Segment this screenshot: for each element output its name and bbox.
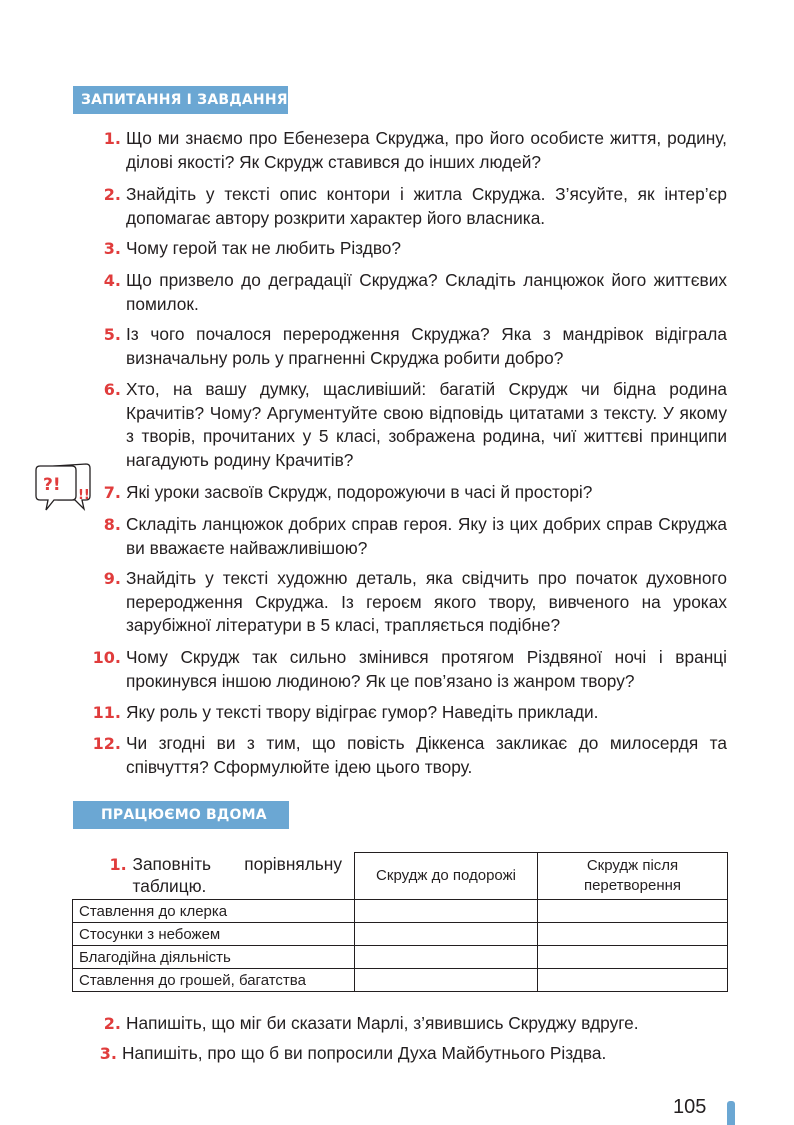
column-header: Скрудж після перетворення — [538, 853, 728, 900]
task-1-cell — [73, 853, 355, 900]
question-number: 2. — [103, 185, 121, 204]
question-text: Із чого почалося переродження Скруджа? Яка з мандрівок відіграла визначальну роль у прагненні Скруджа робити добро? — [126, 324, 727, 368]
question-item — [103, 183, 727, 230]
question-text: Знайдіть у тексті художню деталь, яка свідчить про початок духовного переродження Скруджа. Із героєм якого твору, вивченого на уроках зарубіжної літератури в 5 класі, трапляється подібне? — [126, 568, 727, 635]
icon-glyph-right: !! — [78, 488, 90, 503]
discussion-bubbles-svg — [32, 456, 94, 518]
question-text: Знайдіть у тексті опис контори і житла Скруджа. З’ясуйте, як інтер’єр допомагає автору розкрити характер його власника. — [126, 184, 727, 228]
question-item — [103, 127, 727, 174]
question-text: Що призвело до деградації Скруджа? Складіть ланцюжок його життєвих помилок. — [126, 270, 727, 314]
question-item — [103, 481, 727, 505]
question-number: 10. — [92, 648, 121, 667]
homework-task-3 — [99, 1042, 723, 1066]
page-number: 105 — [673, 1096, 707, 1118]
question-item — [92, 701, 727, 725]
task-number: 2. — [103, 1014, 121, 1033]
question-item — [103, 323, 727, 370]
question-text: Що ми знаємо про Ебенезера Скруджа, про його особисте життя, родину, ділові якості? Як Скрудж ставився до інших людей? — [126, 128, 727, 172]
question-number: 7. — [103, 483, 121, 502]
column-header: Скрудж до подорожі — [355, 853, 538, 900]
question-text: Складіть ланцюжок добрих справ героя. Яку із цих добрих справ Скруджа ви вважаєте найважливішою? — [126, 514, 727, 558]
question-text: Яку роль у тексті твору відіграє гумор? Наведіть приклади. — [126, 702, 599, 722]
task-text: Напишіть, що міг би сказати Марлі, з’явившись Скруджу вдруге. — [126, 1013, 639, 1033]
row-label: Ставлення до грошей, багатства — [73, 969, 355, 992]
table-row — [73, 900, 728, 923]
task-1-text: Заповніть порівняльну таблицю. — [132, 853, 342, 896]
question-number: 12. — [92, 734, 121, 753]
question-number: 8. — [103, 515, 121, 534]
question-text: Чому герой так не любить Різдво? — [126, 238, 402, 258]
row-label: Ставлення до клерка — [73, 900, 355, 923]
question-text: Хто, на вашу думку, щасливіший: багатій Скрудж чи бідна родина Крачитів? Чому? Аргументуйте свою відповідь цитатами з тексту. У якому з творів, прочитаних у 5 класі, зображена родина, чиї життєві принципи нагадують родину Крачитів? — [126, 379, 727, 470]
table-cell — [538, 946, 728, 969]
question-number: 9. — [103, 569, 121, 588]
question-number: 1. — [103, 129, 121, 148]
table-cell — [355, 946, 538, 969]
question-number: 4. — [103, 271, 121, 290]
question-number: 11. — [92, 703, 121, 722]
question-item — [103, 567, 727, 638]
question-item — [103, 378, 727, 472]
row-label: Благодійна діяльність — [73, 946, 355, 969]
discussion-bubbles-icon — [32, 456, 94, 518]
question-item — [103, 269, 727, 316]
task-text: Напишіть, про що б ви попросили Духа Майбутнього Різдва. — [122, 1043, 607, 1063]
question-item — [92, 732, 727, 779]
table-cell — [355, 923, 538, 946]
question-item — [92, 646, 727, 693]
comparison-table — [72, 852, 728, 992]
question-number: 6. — [103, 380, 121, 399]
question-text: Чи згодні ви з тим, що повість Діккенса закликає до милосердя та співчуття? Сформулюйте ідею цього твору. — [126, 733, 727, 777]
row-label: Стосунки з небожем — [73, 923, 355, 946]
table-cell — [538, 923, 728, 946]
table-cell — [355, 900, 538, 923]
table-header-row — [73, 853, 728, 900]
table-row — [73, 923, 728, 946]
icon-glyph-left: ?! — [43, 475, 61, 495]
table-row — [73, 946, 728, 969]
task-1-number: 1. — [109, 854, 127, 874]
task-number: 3. — [99, 1044, 117, 1063]
question-number: 3. — [103, 239, 121, 258]
table-cell — [355, 969, 538, 992]
question-item — [103, 513, 727, 560]
page-marker-bar — [727, 1101, 735, 1125]
table-cell — [538, 969, 728, 992]
question-number: 5. — [103, 325, 121, 344]
homework-task-2 — [103, 1012, 727, 1036]
table-cell — [538, 900, 728, 923]
question-item — [103, 237, 727, 261]
question-text: Чому Скрудж так сильно змінився протягом Різдвяної ночі і вранці прокинувся іншою людиною? Як це пов’язано із жанром твору? — [126, 647, 727, 691]
homework-section-header: ПРАЦЮЄМО ВДОМА — [73, 801, 289, 829]
table-row — [73, 969, 728, 992]
questions-section-header: ЗАПИТАННЯ І ЗАВДАННЯ — [73, 86, 288, 114]
question-text: Які уроки засвоїв Скрудж, подорожуючи в часі й просторі? — [126, 482, 593, 502]
